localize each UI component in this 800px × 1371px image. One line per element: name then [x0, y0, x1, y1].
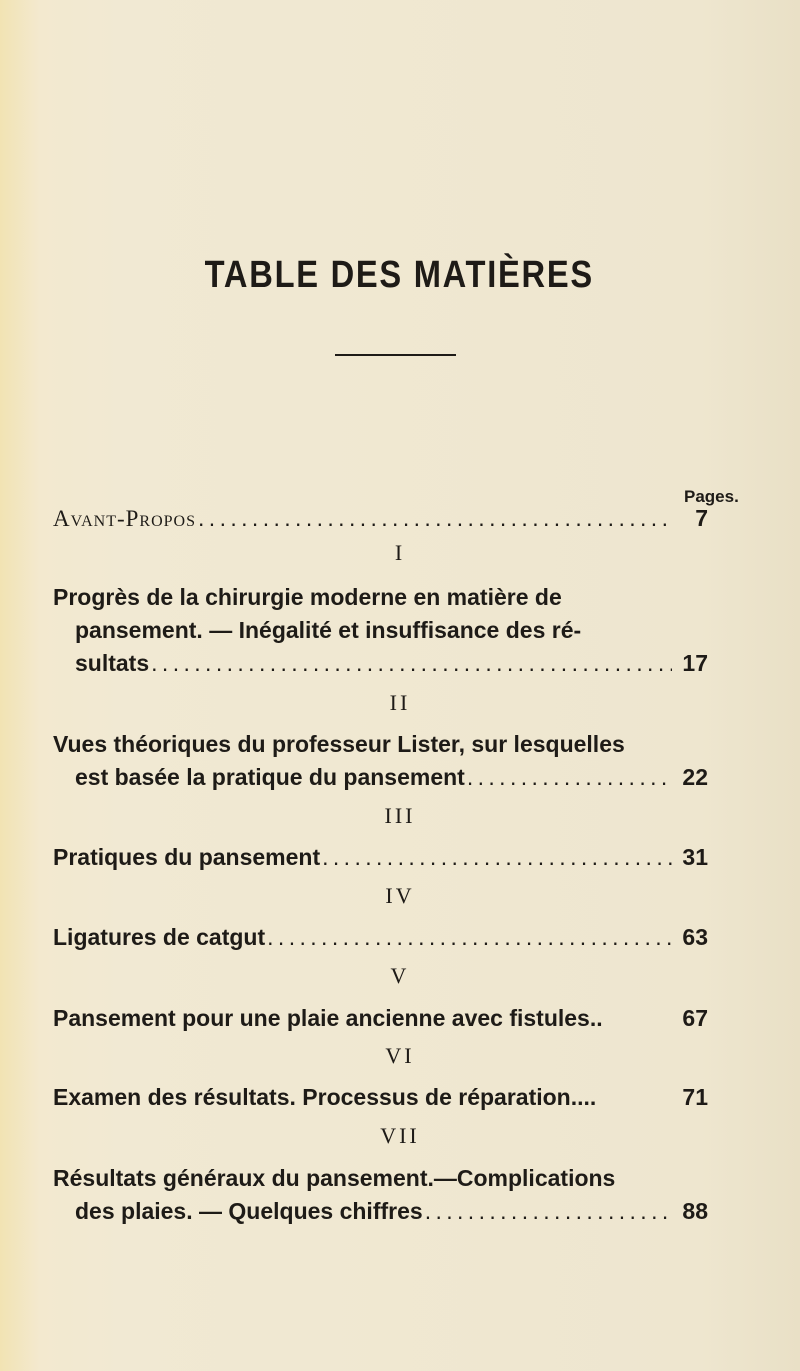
chapter-number: I [394, 540, 406, 565]
toc-page-number: 71 [682, 1084, 708, 1110]
chapter-number: II [389, 690, 411, 715]
chapter-number: IV [385, 883, 415, 908]
toc-entry-chapter-6 [53, 1082, 708, 1112]
chapter-number: V [390, 963, 410, 988]
toc-entry-chapter-2 [75, 762, 708, 792]
toc-entry-label: Ligatures de catgut [53, 924, 266, 950]
toc-entry-chapter-3 [53, 842, 708, 872]
pages-column-label: Pages. [684, 487, 739, 506]
page-title: TABLE DES MATIÈRES [204, 254, 594, 296]
toc-entry-chapter-1 [75, 648, 708, 678]
toc-entry-line: pansement. — Inégalité et insuffisance des ré- [75, 617, 582, 643]
toc-page-number: 88 [682, 1198, 708, 1224]
chapter-number: III [384, 803, 416, 828]
leader-dots [467, 762, 672, 792]
toc-entry-label: Avant-Propos [53, 506, 197, 531]
toc-page-number: 63 [682, 924, 708, 950]
toc-entry-chapter-4 [53, 922, 708, 952]
toc-page-number: 7 [695, 505, 708, 531]
toc-entry-line: Vues théoriques du professeur Lister, sur lesquelles [53, 731, 625, 757]
toc-page-number: 17 [682, 650, 708, 676]
leader-dots [151, 648, 672, 678]
toc-page-number: 31 [682, 844, 708, 870]
toc-page-number: 67 [682, 1005, 708, 1031]
toc-entry-label: des plaies. — Quelques chiffres [75, 1198, 423, 1224]
toc-entry-label: Examen des résultats. Processus de réparation.... [53, 1084, 597, 1110]
toc-page-number: 22 [682, 764, 708, 790]
toc-entry-chapter-5 [53, 1003, 708, 1033]
toc-entry-label: Pratiques du pansement [53, 844, 321, 870]
toc-entry-label: sultats [75, 650, 150, 676]
toc-entry-chapter-7 [75, 1196, 708, 1226]
chapter-number: VII [380, 1123, 420, 1148]
toc-entry-line: Progrès de la chirurgie moderne en matière de [53, 584, 562, 610]
toc-entry-line: Résultats généraux du pansement.—Complications [53, 1165, 616, 1191]
toc-entry-label: Pansement pour une plaie ancienne avec fistules.. [53, 1005, 603, 1031]
leader-dots [425, 1196, 672, 1226]
leader-dots [267, 922, 672, 952]
toc-entry-label: est basée la pratique du pansement [75, 764, 465, 790]
leader-dots [198, 503, 672, 533]
leader-dots [322, 842, 672, 872]
toc-entry-avant-propos [53, 503, 708, 534]
chapter-number: VI [385, 1043, 415, 1068]
